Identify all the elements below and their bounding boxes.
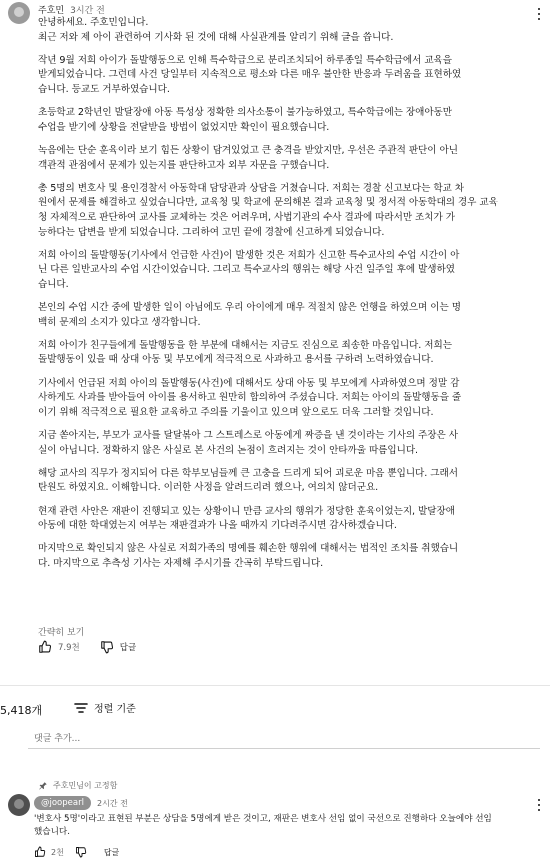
dislike-button[interactable] xyxy=(75,846,87,858)
reply-button[interactable]: 답글 xyxy=(119,643,137,653)
comment-body xyxy=(38,16,538,580)
pin-icon xyxy=(38,781,48,791)
comment-paragraph: 작년 9월 저희 아이가 돌발행동으로 인해 특수학급으로 분리조치되어 하루종일 특수학급에서 교육을 받게되었습니다. 그런데 사건 당일부터 지속적으로 평소와 다른 매우 불안한 반응과 두려움을 표현하였 습니다. 등교도 거부하였습니다. xyxy=(38,54,462,95)
comment-paragraph: 저희 아이가 친구들에게 돌발행동을 한 부분에 대해서는 지금도 진심으로 죄송한 마음입니다. 저희는 돌발행동이 있을 때 상대 아동 및 부모에게 적극적으로 사과하고 용서를 구하려 노력하였습니다. xyxy=(38,339,452,366)
pinned-more-button[interactable] xyxy=(533,797,545,813)
sort-button[interactable] xyxy=(74,700,136,715)
comment-paragraph: 본인의 수업 시간 중에 발생한 일이 아님에도 우리 아이에게 매우 적절치 않은 언행을 하였으며 이는 명 백히 문제의 소지가 있다고 생각합니다. xyxy=(38,302,461,328)
comment-paragraph: 녹음에는 단순 훈육이라 보기 힘든 상황이 담겨있었고 큰 충격을 받았지만, 우선은 주관적 판단이 아닌 객관적 관점에서 문제가 있는지를 판단하고자 외부 자문을 구했습니다. xyxy=(38,144,458,171)
comment-time[interactable]: 2시간 전 xyxy=(97,799,128,808)
thumb-up-icon xyxy=(38,640,52,654)
comment-time[interactable]: 3시간 전 xyxy=(70,6,105,16)
thumb-down-icon xyxy=(75,846,87,858)
comment-paragraph: 총 5명의 변호사 및 용인경찰서 아동학대 담당관과 상담을 거쳤습니다. 저희는 경찰 신고보다는 학교 차 원에서 문제를 해결하고 싶었습니다만, 교육청 및 학교에 문의해본 결과 교육청 및 정서적 아동학대의 경우 교육 청 자체적으로 판단하여 교사를 교체하는 것은 어려우며, 사법기관의 수사 결과에 따라서만 조치가 가 능하다는 답변을 받게 되었습니다. 그리하여 고민 끝에 경찰에 신고하게 되었습니다. xyxy=(38,182,498,238)
like-button[interactable] xyxy=(38,640,52,654)
show-less-link[interactable]: 간략히 보기 xyxy=(38,628,85,638)
comment-count: 5,418개 xyxy=(0,704,43,717)
comment-paragraph: 기사에서 언급된 저희 아이의 돌발행동(사건)에 대해서도 상대 아동 및 부모에게 사과하였으며 정말 감 사하게도 사과를 받아들여 아이를 용서하고 원만히 합의하여 주셨습니다. 저희는 아이의 돌발행동을 줄 이기 위해 적극적으로 필요한 교육하고 주의를 기울이고 있으며 앞으로도 더욱 그러할 것입니다. xyxy=(38,377,462,418)
thumb-up-icon xyxy=(34,846,46,858)
pinned-comment-text: '변호사 5명'이라고 표현된 부분은 상담을 5명에게 받은 것이고, 재판은 변호사 선임 없이 국선으로 진행하다 오늘에야 선임 했습니다. xyxy=(34,814,492,837)
like-count: 2천 xyxy=(51,847,64,857)
add-comment-placeholder: 댓글 추가... xyxy=(34,734,81,744)
comment-paragraph: 현재 관련 사안은 재판이 진행되고 있는 상황이니 만큼 교사의 행위가 정당한 훈육이었는지, 발달장애 아동에 대한 학대였는지 여부는 재판결과가 나올 때까지 기다려주시면 감사하겠습니다. xyxy=(38,505,455,532)
comment-paragraph: 초등학교 2학년인 발달장애 아동 특성상 정확한 의사소통이 불가능하였고, 특수학급에는 장애아동만 수업을 받기에 상황을 전달받을 방법이 없었지만 확인이 필요했습니다. xyxy=(38,107,452,133)
sort-icon xyxy=(74,702,88,714)
section-divider xyxy=(0,685,550,686)
reply-button[interactable]: 답글 xyxy=(103,847,120,857)
comment-paragraph: 안녕하세요. 주호민입니다. 최근 저와 제 아이 관련하여 기사화 된 것에 대해 사실관계를 알리기 위해 글을 씁니다. xyxy=(38,17,394,43)
comment-header xyxy=(38,3,105,16)
pinned-badge xyxy=(38,780,117,791)
author-name[interactable]: 주호민 xyxy=(38,6,65,16)
author-avatar[interactable] xyxy=(8,2,30,24)
add-comment-input[interactable] xyxy=(28,728,540,749)
author-chip[interactable]: @joopearl xyxy=(34,796,91,810)
like-button[interactable] xyxy=(34,846,46,858)
pinned-label: 주호민님이 고정함 xyxy=(53,781,118,790)
commenter-avatar[interactable] xyxy=(8,794,30,816)
comment-paragraph: 지금 쏟아지는, 부모가 교사를 달달볶아 그 스트레스로 아동에게 짜증을 낸 것이라는 기사의 주장은 사 실이 아닙니다. 정확하지 않은 사실로 본 사건의 논점이 흐려지는 것이 안타까울 따름입니다. xyxy=(38,430,458,456)
sort-label: 정렬 기준 xyxy=(94,704,136,715)
thumb-down-icon xyxy=(100,640,114,654)
comment-paragraph: 마지막으로 확인되지 않은 사실로 저희가족의 명예를 훼손한 행위에 대해서는 법적인 조치를 취했습니 다. 마지막으로 추측성 기사는 자제해 주시기를 간곡히 부탁드립니다. xyxy=(38,543,459,569)
dislike-button[interactable] xyxy=(100,640,114,654)
like-count: 7.9천 xyxy=(58,643,80,653)
comment-actions xyxy=(38,638,136,656)
comment-paragraph: 해당 교사의 직무가 정지되어 다른 학부모님들께 큰 고충을 드리게 되어 괴로운 마음 뿐입니다. 그래서 탄원도 하였지요. 이해합니다. 이러한 사정을 알려드리려 했으나, 여의치 않더군요. xyxy=(38,467,458,494)
pinned-comment-actions xyxy=(34,846,119,858)
comment-paragraph: 저희 아이의 돌발행동(기사에서 언급한 사건)이 발생한 것은 저희가 신고한 특수교사의 수업 시간이 아 닌 다른 일반교사의 수업 시간이었습니다. 그리고 특수교사의 행위는 해당 사건 일주일 후에 발생하였 습니다. xyxy=(38,249,460,290)
